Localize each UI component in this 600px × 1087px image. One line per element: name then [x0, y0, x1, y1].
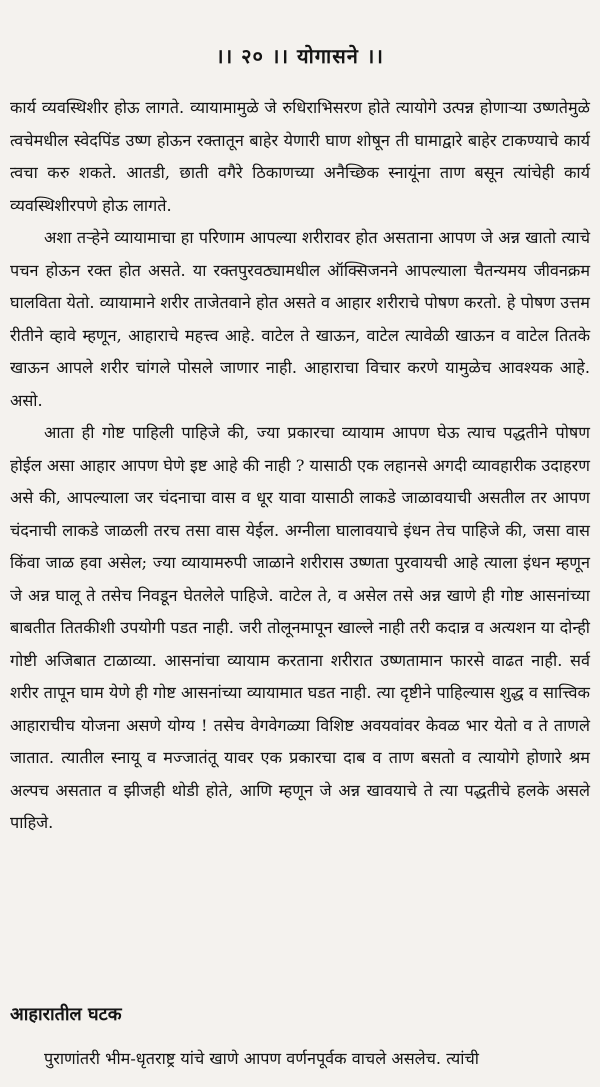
running-header: ।। २० ।। योगासने ।। [216, 44, 384, 68]
paragraph-1: कार्य व्यवस्थिशीर होऊ लागते. व्यायामामुळे जे रुधिराभिसरण होते त्यायोगे उत्पन्न होणाऱ्या उष्णतेमुळे त्वचेमधील स्वेदपिंड उष्ण होऊन रक्तातून बाहेर येणारी घाण शोषून ती घामाद्वारे बाहेर टाकण्याचे कार्य त्वचा करु शकते. आतडी, छाती वगैरे ठिकाणच्या अनैच्छिक स्नायूंना ताण बसून त्यांचेही कार्य व्यवस्थिशीरपणे होऊ लागते. [10, 98, 590, 215]
body-text [10, 92, 590, 840]
section-heading: आहारातील घटक [10, 1004, 122, 1025]
section-first-line: पुराणांतरी भीम-धृतराष्ट्र यांचे खाणे आपण वर्णनपूर्वक वाचले असलेच. त्यांची [44, 1049, 479, 1068]
paragraph-2: अशा तऱ्हेने व्यायामाचा हा परिणाम आपल्या शरीरावर होत असताना आपण जे अन्न खातो त्याचे पचन होऊन रक्त होत असते. या रक्तपुरवठ्यामधील ऑक्सिजनने आपल्याला चैतन्यमय जीवनक्रम घालविता येतो. व्यायामाने शरीर ताजेतवाने होत असते व आहार शरीराचे पोषण करतो. हे पोषण उत्तम रीतीने व्हावे म्हणून, आहाराचे महत्त्व आहे. वाटेल ते खाऊन, वाटेल त्यावेळी खाऊन व वाटेल तितके खाऊन आपले शरीर चांगले पोसले जाणार नाही. आहाराचा विचार करणे यामुळेच आवश्यक आहे. असो. [10, 228, 590, 410]
paragraph-3: आता ही गोष्ट पाहिली पाहिजे की, ज्या प्रकारचा व्यायाम आपण घेऊ त्याच पद्धतीने पोषण होईल असा आहार आपण घेणे इष्ट आहे की नाही ? यासाठी एक लहानसे अगदी व्यावहारीक उदाहरण असे की, आपल्याला जर चंदनाचा वास व धूर यावा यासाठी लाकडे जाळावयाची असतील तर आपण चंदनाची लाकडे जाळली तरच तसा वास येईल. अग्नीला घालावयाचे इंधन तेच पाहिजे की, जसा वास किंवा जाळ हवा असेल; ज्या व्यायामरुपी जाळाने शरीरास उष्णता पुरवायची आहे त्याला इंधन म्हणून जे अन्न घालू ते तसेच निवडून घेतलेले पाहिजे. वाटेल ते, व असेल तसे अन्न खाणे ही गोष्ट आसनांच्या बाबतीत तितकीशी उपयोगी पडत नाही. जरी तोलूनमापून खाल्ले नाही तरी कदान्न व अत्यशन या दोन्ही गोष्टी अजिबात टाळाव्या. आसनांचा व्यायाम करताना शरीरात उष्णतामान फारसे वाढत नाही. सर्व शरीर तापून घाम येणे ही गोष्ट आसनांच्या व्यायामात घडत नाही. त्या दृष्टीने पाहिल्यास शुद्ध व सात्त्विक आहाराचीच योजना असणे योग्य ! तसेच वेगवेगळ्या विशिष्ट अवयवांवर केवळ भार येतो व ते ताणले जातात. त्यातील स्नायू व मज्जातंतू यावर एक प्रकारचा दाब व ताण बसतो व त्यायोगे होणारे श्रम अल्पच असतात व झीजही थोडी होते, आणि म्हणून जे अन्न खावयाचे ते त्या पद्धतीचे हलके असले पाहिजे. [10, 423, 590, 832]
